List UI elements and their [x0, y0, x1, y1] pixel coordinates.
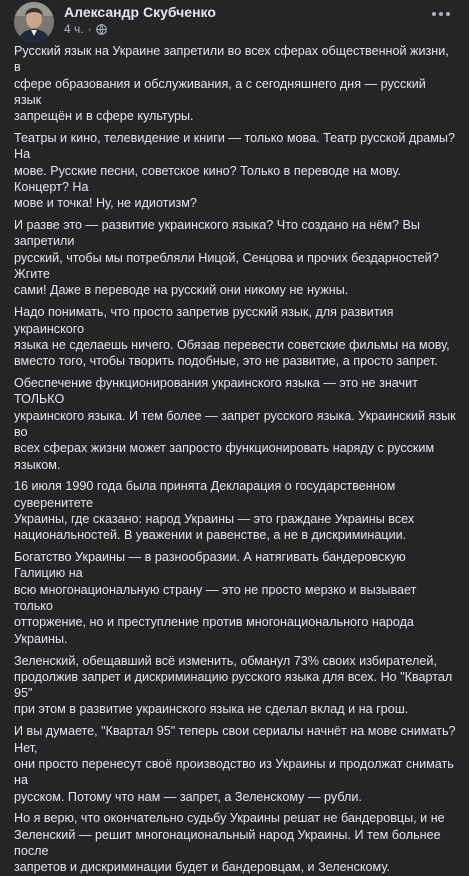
post-meta	[64, 22, 107, 36]
post-text	[14, 43, 456, 876]
meta-separator: ·	[87, 22, 92, 36]
post-paragraph: Зеленский, обещавший всё изменить, обманул 73% своих избирателей, продолжив запрет и дискриминацию русского языка для всех. Но "Квартал 95" при этом в развитие украинского языка не сделал вклад и на грош.	[14, 653, 453, 717]
author-avatar[interactable]	[14, 2, 54, 42]
post-paragraph: 16 июля 1990 года была принята Декларация о государственном суверенитете Украины, где сказано: народ Украины — это граждане Украины всех национальностей. В уважении и равенстве, а не в дискриминации.	[14, 479, 415, 543]
post-paragraph: Надо понимать, что просто запретив русский язык, для развития украинского языка не сделаешь ничего. Обязав перевести советские фильмы на мову, вместо того, чтобы творить подобные, это не развитие, а просто запрет.	[14, 305, 450, 369]
post-paragraph: И вы думаете, "Квартал 95" теперь свои сериалы начнёт на мове снимать? Нет, они просто перенесут своё производство из Украины и продолжат снимать на русском. Потому что нам — запрет, а Зеленскому — рубли.	[14, 724, 456, 804]
post-timestamp[interactable]: 4 ч.	[64, 22, 84, 36]
post-paragraph: Русский язык на Украине запретили во всех сферах общественной жизни, в сфере образования и обслуживания, а с сегодняшнего дня — русский язык запрещён и в сфере культуры.	[14, 44, 449, 124]
post-paragraph: Богатство Украины — в разнообразии. А натягивать бандеровскую Галицию на всю многонациональную страну — это не просто мерзко и вызывает только отторжение, но и преступление против многонационального народа Украины.	[14, 550, 417, 646]
more-options-icon[interactable]	[426, 4, 456, 24]
post-paragraph: И разве это — развитие украинского языка? Что создано на нём? Вы запретили русский, чтобы мы потребляли Ницой, Сенцова и прочих бездарностей? Жгите сами! Даже в переводе на русский они никому не нужны.	[14, 218, 439, 298]
author-name[interactable]: Александр Скубченко	[64, 4, 216, 20]
post-header	[14, 0, 456, 42]
globe-icon[interactable]	[96, 24, 107, 35]
post-paragraph: Но я верю, что окончательно судьбу Украины решат не бандеровцы, и не Зеленский — решит многонациональный народ Украины. И тем больнее после запретов и дискриминации будет и бандеровцам, и Зеленскому.	[14, 811, 445, 875]
post-paragraph: Обеспечение функционирования украинского языка — это не значит ТОЛЬКО украинского языка. И тем более — запрет русского языка. Украинский язык во всех сферах жизни может запросто функционировать наряду с русским языком.	[14, 376, 456, 472]
post-paragraph: Театры и кино, телевидение и книги — только мова. Театр русской драмы? На мове. Русские песни, советское кино? Только в переводе на мову. Концерт? На мове и точка! Ну, не идиотизм?	[14, 131, 455, 211]
